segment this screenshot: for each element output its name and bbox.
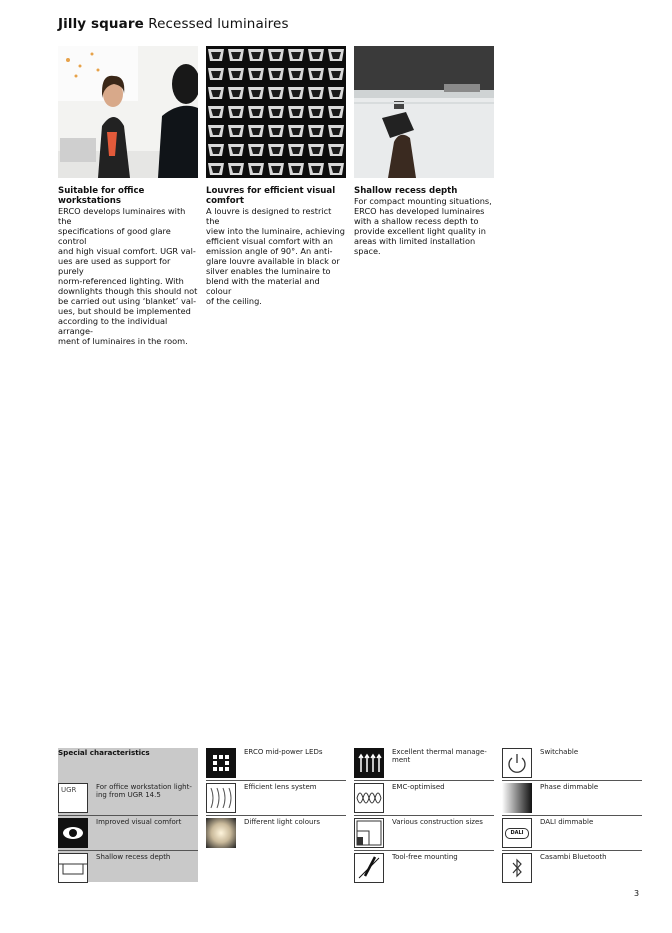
feature-tool-free-mounting: Tool-free mounting	[354, 853, 494, 885]
lens-icon	[206, 783, 236, 813]
feature-thermal-management: Excellent thermal manage- ment	[354, 748, 494, 781]
feature-legend	[58, 748, 642, 882]
feature-casambi-bluetooth: Casambi Bluetooth	[502, 853, 642, 885]
louvres-heading: Louvres for efficient visual comfort	[206, 186, 336, 206]
feature-light-colours: Different light colours	[206, 818, 346, 850]
feature-phase-dimmable: Phase dimmable	[502, 783, 642, 816]
feature-emc-optimised: EMC-optimised	[354, 783, 494, 816]
led-chip-icon	[206, 748, 236, 778]
emc-icon	[354, 783, 384, 813]
recess-depth-icon	[58, 853, 88, 883]
gradient-icon	[502, 783, 532, 813]
ugr-icon: UGR	[58, 783, 88, 813]
feature-mid-power-leds: ERCO mid-power LEDs	[206, 748, 346, 781]
tool-free-icon	[354, 853, 384, 883]
bluetooth-icon	[502, 853, 532, 883]
light-colour-icon	[206, 818, 236, 848]
special-item-shallow-recess: Shallow recess depth	[58, 853, 198, 885]
eye-icon	[58, 818, 88, 848]
feature-column-louvres	[206, 46, 346, 306]
recess-heading: Shallow recess depth	[354, 186, 458, 196]
louvres-text: A louvre is designed to restrict the view into the luminaire, achieving efficient visual comfort with an emission angle of 90°. An anti- glare louvre available in black or silver enables the luminaire to blend with the material and colour of the ceiling.	[206, 206, 345, 306]
feature-lens-system: Efficient lens system	[206, 783, 346, 816]
special-item-visual-comfort: Improved visual comfort	[58, 818, 198, 851]
office-heading: Suitable for office workstations	[58, 186, 145, 206]
feature-column-recess	[354, 46, 494, 256]
dali-icon: DALI	[502, 818, 532, 848]
feature-switchable: Switchable	[502, 748, 642, 781]
thermal-icon	[354, 748, 384, 778]
feature-column-office	[58, 46, 198, 346]
louvre-photo	[206, 46, 346, 178]
special-characteristics-title: Special characteristics	[58, 748, 150, 757]
recess-photo	[354, 46, 494, 178]
office-photo	[58, 46, 198, 178]
feature-construction-sizes: Various construction sizes	[354, 818, 494, 851]
office-text: ERCO develops luminaires with the specifications of good glare control and high visual comfort. UGR val- ues are used as support for purely norm-referenced lighting. With downlights though this should not be carried out using ‘blanket’ val- ues, but should be implemented according to the individual arrange- ment of luminaires in the room.	[58, 206, 198, 346]
special-item-ugr: UGR For office workstation light- ing from UGR 14.5	[58, 783, 198, 816]
sizes-icon	[354, 818, 384, 848]
page-title: Jilly square Recessed luminaires	[58, 16, 289, 32]
power-icon	[502, 748, 532, 778]
page-number: 3	[634, 889, 640, 898]
feature-dali-dimmable: DALI DALI dimmable	[502, 818, 642, 851]
recess-text: For compact mounting situations, ERCO has developed luminaires with a shallow recess depth to provide excellent light quality in areas with limited installation space.	[354, 196, 492, 256]
